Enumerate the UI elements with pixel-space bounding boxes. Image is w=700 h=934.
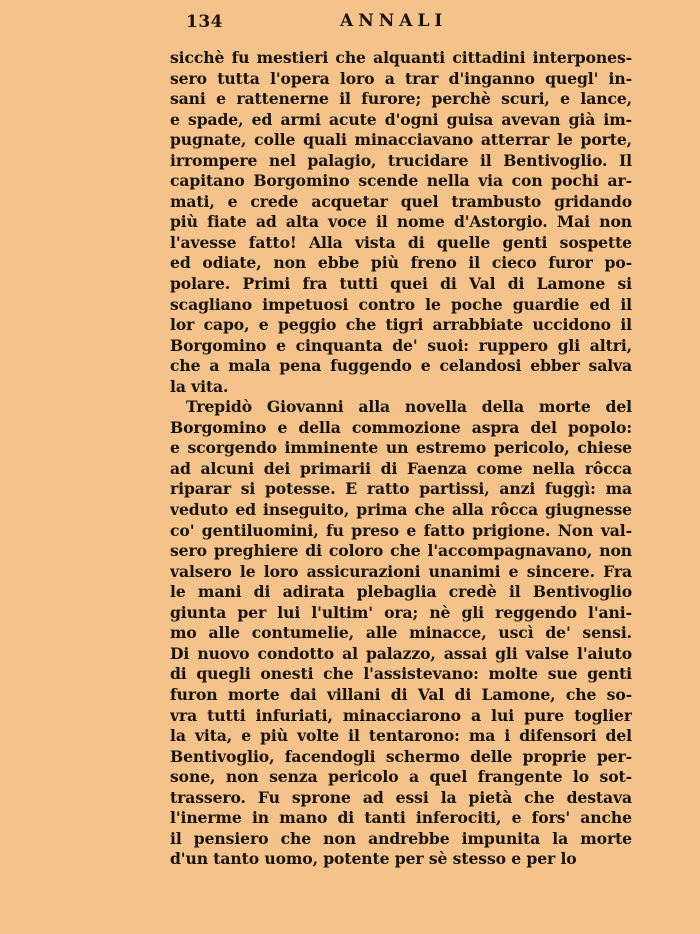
text-line: veduto ed inseguito, prima che alla rôcca giugnesse	[170, 500, 632, 520]
text-line: pugnate, colle quali minacciavano atterrar le porte,	[170, 130, 632, 150]
text-line: Trepidò Giovanni alla novella della morte del	[186, 397, 632, 417]
text-line: la vita, e più volte il tentarono: ma i difensori del	[170, 726, 632, 746]
text-line: sero tutta l'opera loro a trar d'inganno quegl' in-	[170, 68, 632, 88]
text-line: mo alle contumelie, alle minacce, uscì de' sensi.	[170, 623, 632, 643]
text-line: co' gentiluomini, fu preso e fatto prigione. Non val-	[170, 520, 632, 540]
text-line: l'inerme in mano di tanti inferociti, e fors' anche	[170, 808, 632, 828]
text-line: capitano Borgomino scende nella via con pochi ar-	[170, 171, 632, 191]
text-line: mati, e crede acquetar quel trambusto gridando	[170, 191, 632, 211]
text-line: e spade, ed armi acute d'ogni guisa avevan già im-	[170, 109, 632, 129]
running-title: ANNALI	[340, 11, 448, 31]
text-line: Borgomino e della commozione aspra del popolo:	[170, 417, 632, 437]
text-line: ed odiate, non ebbe più freno il cieco furor po-	[170, 253, 632, 273]
text-line: scagliano impetuosi contro le poche guardie ed il	[170, 294, 632, 314]
text-line: e scorgendo imminente un estremo pericolo, chiese	[170, 438, 632, 458]
text-line: più fiate ad alta voce il nome d'Astorgio. Mai non	[170, 212, 632, 232]
paragraph	[170, 48, 632, 397]
text-line: il pensiero che non andrebbe impunita la morte	[170, 828, 632, 848]
text-line: le mani di adirata plebaglia credè il Bentivoglio	[170, 582, 632, 602]
text-line: che a mala pena fuggendo e celandosi ebber salva	[170, 356, 632, 376]
text-line: sicchè fu mestieri che alquanti cittadini interpones-	[170, 48, 632, 67]
text-line: furon morte dai villani di Val di Lamone, che so-	[170, 684, 632, 704]
text-line: vra tutti infuriati, minacciarono a lui pure toglier	[170, 705, 632, 725]
text-line: Bentivoglio, facendogli schermo delle proprie per-	[170, 746, 632, 766]
text-line: l'avesse fatto! Alla vista di quelle genti sospette	[170, 232, 632, 252]
text-line: valsero le loro assicurazioni unanimi e sincere. Fra	[170, 561, 632, 581]
text-line: Di nuovo condotto al palazzo, assai gli valse l'aiuto	[170, 643, 632, 663]
text-line: irrompere nel palagio, trucidare il Bentivoglio. Il	[170, 150, 632, 170]
text-line: d'un tanto uomo, potente per sè stesso e per lo	[170, 849, 577, 869]
text-line: sero preghiere di coloro che l'accompagnavano, non	[170, 541, 632, 561]
paragraph	[170, 397, 632, 870]
text-line: la vita.	[170, 376, 229, 396]
text-line: sani e rattenerne il furore; perchè scuri, e lance,	[170, 89, 632, 109]
page-number: 134	[186, 12, 223, 32]
text-line: ad alcuni dei primarii di Faenza come nella rôcca	[170, 458, 632, 478]
body-text	[170, 48, 632, 870]
text-line: riparar si potesse. E ratto partissi, anzi fuggì: ma	[170, 479, 632, 499]
text-line: di quegli onesti che l'assistevano: molte sue genti	[170, 664, 632, 684]
text-line: trassero. Fu sprone ad essi la pietà che destava	[170, 787, 632, 807]
text-line: sone, non senza pericolo a quel frangente lo sot-	[170, 767, 632, 787]
text-line: lor capo, e peggio che tigri arrabbiate uccidono il	[170, 315, 632, 335]
text-line: giunta per lui l'ultim' ora; nè gli reggendo l'ani-	[170, 602, 632, 622]
text-line: polare. Primi fra tutti quei di Val di Lamone si	[170, 274, 632, 294]
page-header	[170, 8, 632, 38]
text-line: Borgomino e cinquanta de' suoi: ruppero gli altri,	[170, 335, 632, 355]
